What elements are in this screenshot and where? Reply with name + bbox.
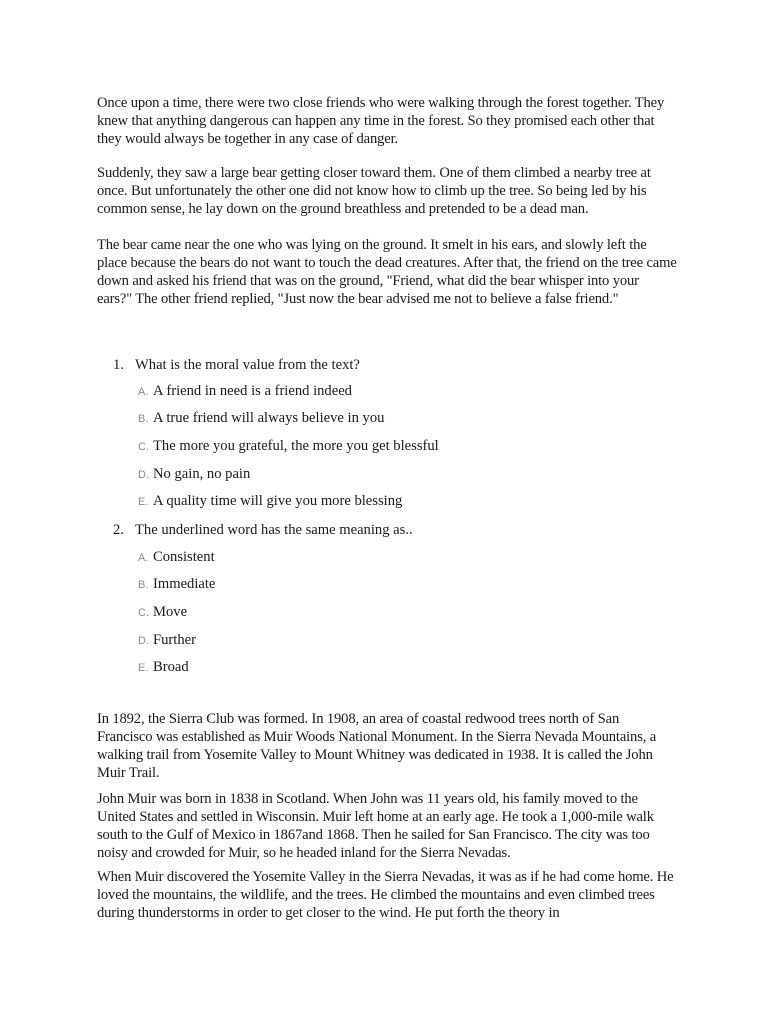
question-1-option-d [138,465,668,484]
story-paragraph-2: Suddenly, they saw a large bear getting closer toward them. One of them climbed a nearby tree at once. But unfortunately the other one did not know how to climb up the tree. So being led by his common sense, he lay down on the ground breathless and pretended to be a dead man. [97,165,651,217]
story-paragraph-3: The bear came near the one who was lying on the ground. It smelt in his ears, and slowly left the place because the bears do not want to touch the dead creatures. After that, the friend on the tree came down and asked his friend that was on the ground, "Friend, what did the bear whisper into your ears?" The other friend replied, "Just now the bear advised me not to believe a false friend." [97,237,677,307]
option-text: No gain, no pain [153,466,251,482]
option-letter: A. [138,386,149,398]
option-text: A friend in need is a friend indeed [153,383,352,399]
muir-paragraph-3: When Muir discovered the Yosemite Valley in the Sierra Nevadas, it was as if he had come home. He loved the mountains, the wildlife, and the trees. He climbed the mountains and even climbed trees during thunderstorms in order to get closer to the wind. He put forth the theory in [97,869,674,921]
option-letter: D. [138,635,149,647]
question-1 [113,356,673,374]
question-1-number: 1. [113,357,124,373]
question-2-number: 2. [113,522,124,538]
option-text: Move [153,604,188,620]
question-1-option-b [138,409,668,428]
option-text: Immediate [153,576,216,592]
option-text: A quality time will give you more blessing [153,493,403,509]
question-1-stem: What is the moral value from the text? [135,357,360,373]
option-letter: B. [138,413,149,425]
question-2 [113,521,673,539]
option-text: The more you grateful, the more you get blessful [153,438,439,454]
option-letter: B. [138,579,149,591]
option-text: A true friend will always believe in you [153,410,385,426]
option-letter: C. [138,607,149,619]
muir-paragraph-2: John Muir was born in 1838 in Scotland. When John was 11 years old, his family moved to the United States and settled in Wisconsin. Muir left home at an early age. He took a 1,000-mile walk south to the Gulf of Mexico in 1867and 1868. Then he sailed for San Francisco. The city was too noisy and crowded for Muir, so he headed inland for the Sierra Nevadas. [97,791,654,861]
option-letter: C. [138,441,149,453]
option-letter: D. [138,469,149,481]
option-letter: A. [138,552,149,564]
option-text: Broad [153,659,189,675]
option-text: Further [153,632,196,648]
question-1-option-c [138,437,668,456]
option-letter: E. [138,496,149,508]
question-2-option-e [138,658,668,677]
muir-paragraph-1: In 1892, the Sierra Club was formed. In 1908, an area of coastal redwood trees north of San Francisco was established as Muir Woods National Monument. In the Sierra Nevada Mountains, a walking trail from Yosemite Valley to Mount Whitney was dedicated in 1938. It is called the John Muir Trail. [97,711,657,781]
question-2-option-d [138,631,668,650]
question-2-option-c [138,603,668,622]
question-2-stem: The underlined word has the same meaning as.. [135,522,413,538]
question-2-option-b [138,575,668,594]
option-letter: E. [138,662,149,674]
question-1-option-a [138,382,668,401]
option-text: Consistent [153,549,215,565]
story-paragraph-1: Once upon a time, there were two close friends who were walking through the forest together. They knew that anything dangerous can happen any time in the forest. So they promised each other that they would always be together in any case of danger. [97,95,665,147]
question-2-option-a [138,548,668,567]
question-1-option-e [138,492,668,511]
